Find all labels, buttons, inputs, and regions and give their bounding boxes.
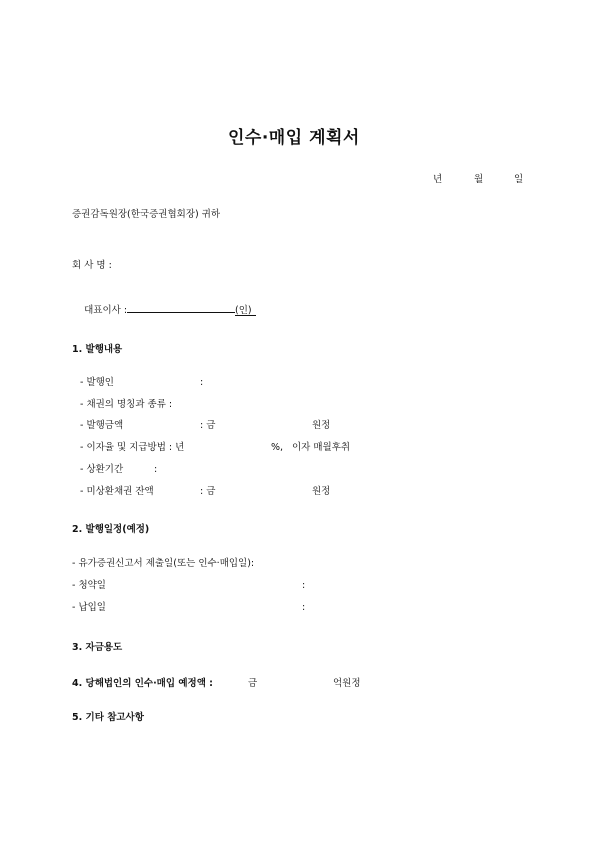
item-interest-pct: %, <box>271 442 284 453</box>
item-balance-unit: 원정 <box>312 486 331 497</box>
item-filing-date-label: - 유가증권신고서 제출일(또는 인수·매입일): <box>72 558 255 569</box>
ceo-line <box>72 293 256 326</box>
item-subscription-date-label: - 청약일 <box>72 580 106 591</box>
item-interest-tail: 이자 매월후취 <box>292 442 351 453</box>
seal-label: (인) <box>235 306 256 317</box>
company-name-label: 회 사 명 : <box>72 260 112 271</box>
ceo-label: 대표이사 : <box>84 304 128 316</box>
item-amount-unit: 원정 <box>312 420 331 431</box>
item-payment-date-colon: : <box>302 602 306 613</box>
item-balance-colon: : 금 <box>200 486 216 497</box>
section2-heading: 2. 발행일정(예정) <box>72 524 150 535</box>
item-interest-label: - 이자율 및 지급방법 : 년 <box>80 442 185 453</box>
date-month-label: 월 <box>474 174 484 185</box>
item-amount-colon: : 금 <box>200 420 216 431</box>
section4-amount-unit: 억원정 <box>333 678 361 689</box>
item-amount-label: - 발행금액 <box>80 420 124 431</box>
item-balance-label: - 미상환채권 잔액 <box>80 486 154 497</box>
date-day-label: 일 <box>514 174 524 185</box>
item-term-label: - 상환기간 <box>80 464 124 475</box>
item-term-colon: : <box>154 464 158 475</box>
addressee: 증권감독원장(한국증권협회장) 귀하 <box>72 209 221 220</box>
section4-amount-prefix: 금 <box>248 678 258 689</box>
date-year-label: 년 <box>433 174 443 185</box>
item-issuer-label: - 발행인 <box>80 377 114 388</box>
item-subscription-date-colon: : <box>302 580 306 591</box>
item-payment-date-label: - 납입일 <box>72 602 106 613</box>
document-title: 인수·매입 계획서 <box>228 128 360 148</box>
section1-heading: 1. 발행내용 <box>72 344 123 355</box>
section3-heading: 3. 자금용도 <box>72 642 123 653</box>
item-issuer-colon: : <box>200 377 204 388</box>
section4-heading: 4. 당해법인의 인수·매입 예정액 : <box>72 678 213 689</box>
section5-heading: 5. 기타 참고사항 <box>72 712 144 723</box>
item-bond-name-label: - 채권의 명칭과 종류 : <box>80 399 173 410</box>
ceo-name-field <box>127 303 235 313</box>
